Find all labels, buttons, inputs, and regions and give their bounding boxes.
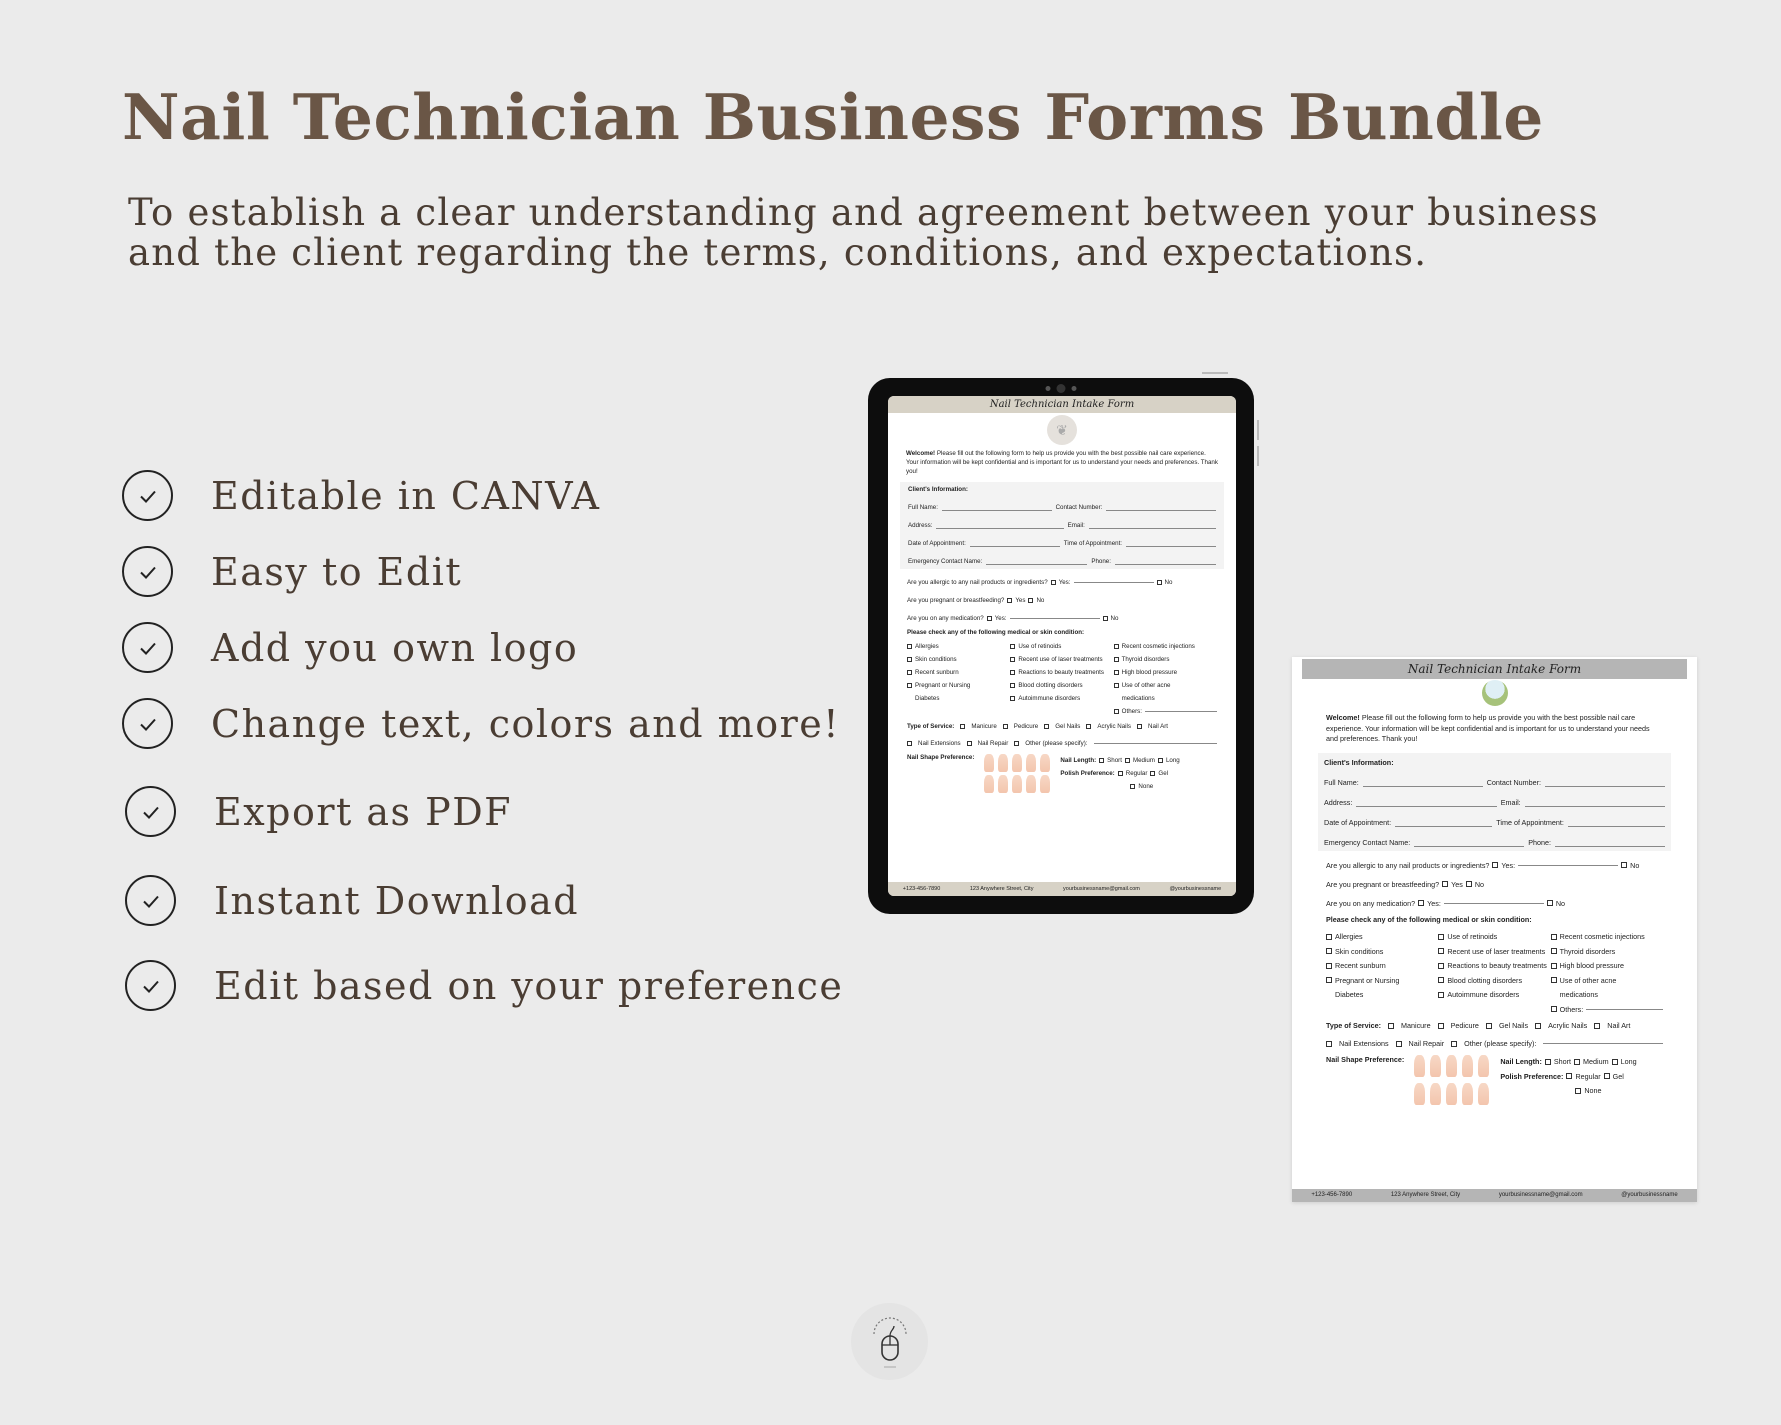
question-medication: Are you on any medication? Yes: No (907, 614, 1119, 622)
client-info-heading: Client's Information: (1324, 757, 1394, 767)
form-footer: +123-456-7890 123 Anywhere Street, City yourbusinessname@gmail.com @yourbusinessname (1292, 1189, 1697, 1202)
form-title: Nail Technician Intake Form (888, 396, 1236, 413)
form-footer: +123-456-7890 123 Anywhere Street, City yourbusinessname@gmail.com @yourbusinessname (888, 882, 1236, 896)
landscape-logo-icon (1482, 680, 1508, 706)
check-circle-icon (122, 622, 173, 673)
feature-label: Easy to Edit (211, 549, 463, 594)
feature-item (125, 786, 512, 837)
service-row-2: Nail Extensions Nail Repair Other (please specify): (1292, 1035, 1697, 1053)
check-circle-icon (122, 546, 173, 597)
feature-label: Instant Download (214, 878, 580, 923)
medical-heading: Please check any of the following medical or skin condition: (1326, 914, 1532, 924)
feature-item (122, 698, 840, 749)
conditions-grid: Allergies Skin conditions Recent sunburn Pregnant or Nursing Diabetes Use of retinoids Recent use of laser treatments Reactions to beauty treatments Blood clotting disorders Autoimmune disorders Recent cosmetic injections Thyroid disorders High blood pressure Use of other acne medications Others: (1292, 924, 1697, 1017)
nail-shapes-illustration (984, 754, 1050, 793)
leaf-logo-icon: ❦ (1047, 415, 1077, 445)
check-circle-icon (122, 698, 173, 749)
question-medication: Are you on any medication? Yes: No (1326, 898, 1566, 908)
question-allergic: Are you allergic to any nail products or ingredients? Yes: No (907, 578, 1173, 586)
page-subtitle (128, 193, 1688, 273)
brand-logo (851, 1303, 928, 1380)
client-info-section: Client's Information: Full Name: Contact Number: Address: Email: Date of Appointment: Time of Appointment: Emergency Contact Name: Phone: (900, 482, 1224, 569)
nail-shapes-illustration (1414, 1055, 1490, 1105)
form-title: Nail Technician Intake Form (1302, 659, 1687, 679)
form-welcome: Welcome! Please fill out the following form to help us provide you with the best possible nail care experience. Your information will be kept confidential and is important for us to understand your needs and preferences. Thank you! (1326, 713, 1650, 743)
question-allergic: Are you allergic to any nail products or ingredients? Yes: No (1326, 860, 1640, 870)
feature-item (125, 960, 843, 1011)
feature-item (125, 875, 579, 926)
client-info-heading: Client's Information: (908, 486, 968, 493)
tablet-side-button (1257, 420, 1259, 440)
client-info-section: Client's Information: Full Name: Contact Number: Address: Email: Date of Appointment: Time of Appointment: Emergency Contact Name: Phone: (1318, 753, 1671, 851)
service-row-1: Type of Service: Manicure Pedicure Gel Nails Acrylic Nails Nail Art (1326, 1021, 1631, 1030)
feature-item (122, 546, 462, 597)
check-circle-icon (125, 875, 176, 926)
paper-form-mockup (1292, 657, 1697, 1202)
nail-preferences: Nail Shape Preference: Nail Length: Short Medium Long Polish Preference: Regular Gel None (888, 752, 1236, 793)
intake-form-preview (888, 396, 1236, 896)
intake-form-preview (1292, 657, 1697, 1202)
feature-label: Add you own logo (211, 625, 579, 670)
feature-label: Export as PDF (214, 789, 513, 834)
question-pregnant: Are you pregnant or breastfeeding? Yes No (1326, 879, 1485, 889)
feature-label: Change text, colors and more! (211, 701, 840, 746)
tablet-side-button (1257, 446, 1259, 466)
form-welcome: Welcome! Please fill out the following form to help us provide you with the best possible nail care experience. Your information will be kept confidential and is important for us to understand your needs and preferences. Thank you! (906, 450, 1218, 475)
tablet-camera (1046, 384, 1077, 393)
check-circle-icon (125, 786, 176, 837)
service-row-2: Nail Extensions Nail Repair Other (please specify): (888, 735, 1236, 752)
feature-label: Editable in CANVA (211, 473, 601, 518)
medical-heading: Please check any of the following medical or skin condition: (907, 629, 1085, 636)
mouse-logo-icon (860, 1312, 920, 1372)
subtitle-line-1: To establish a clear understanding and agreement between your business (128, 191, 1599, 234)
check-circle-icon (125, 960, 176, 1011)
feature-label: Edit based on your preference (214, 963, 844, 1008)
question-pregnant: Are you pregnant or breastfeeding? Yes No (907, 596, 1045, 604)
conditions-grid: Allergies Skin conditions Recent sunburn Pregnant or Nursing Diabetes Use of retinoids Recent use of laser treatments Reactions to beauty treatments Blood clotting disorders Autoimmune disorders Recent cosmetic injections Thyroid disorders High blood pressure Use of other acne medications Others: (888, 636, 1236, 718)
service-row-1: Type of Service: Manicure Pedicure Gel Nails Acrylic Nails Nail Art (907, 723, 1168, 730)
tablet-mockup (868, 378, 1254, 914)
tablet-screen (888, 396, 1236, 896)
feature-item (122, 470, 600, 521)
feature-item (122, 622, 578, 673)
subtitle-line-2: and the client regarding the terms, conditions, and expectations. (128, 231, 1428, 274)
nail-preferences: Nail Shape Preference: Nail Length: Short Medium Long Polish Preference: Regular Gel None (1292, 1053, 1697, 1105)
page-title: Nail Technician Business Forms Bundle (122, 80, 1544, 154)
check-circle-icon (122, 470, 173, 521)
tablet-top-button (1202, 372, 1228, 374)
